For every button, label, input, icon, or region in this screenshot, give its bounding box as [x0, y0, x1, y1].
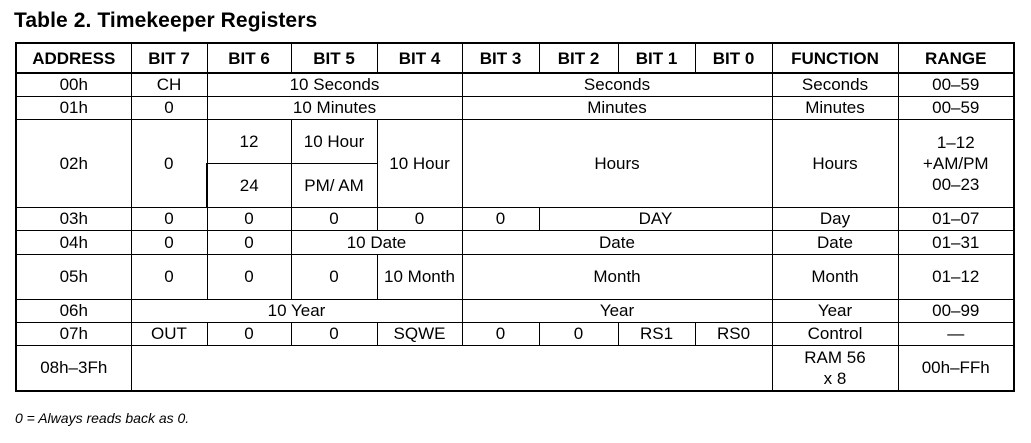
bit4-cell: 10 Month	[377, 254, 462, 299]
bits5-4-cell: 10 Date	[291, 230, 462, 254]
table-row	[16, 119, 1014, 163]
address-cell: 05h	[16, 254, 131, 299]
bit1-cell: RS1	[618, 322, 695, 345]
range-cell: 00–59	[898, 96, 1014, 119]
bits3-0-cell: Month	[462, 254, 772, 299]
table-row	[16, 73, 1014, 96]
header-row	[16, 43, 1014, 73]
table-title: Table 2. Timekeeper Registers	[14, 9, 318, 32]
table-row	[16, 254, 1014, 299]
bits3-0-cell: Seconds	[462, 73, 772, 96]
table-row	[16, 345, 1014, 391]
bits6-4-cell: 10 Minutes	[207, 96, 462, 119]
range-line-ampm: +AM/PM	[922, 153, 989, 173]
bits3-0-cell: Hours	[462, 119, 772, 207]
bits2-0-cell: DAY	[539, 207, 772, 230]
bits6-4-cell: 10 Seconds	[207, 73, 462, 96]
bit4-cell: 0	[377, 207, 462, 230]
bit5-cell: 0	[291, 207, 377, 230]
range-cell: 01–12	[898, 254, 1014, 299]
bits3-0-cell: Minutes	[462, 96, 772, 119]
address-cell: 03h	[16, 207, 131, 230]
header-bit0: BIT 0	[695, 43, 772, 73]
function-cell: Hours	[772, 119, 898, 207]
header-bit4: BIT 4	[377, 43, 462, 73]
table-row	[16, 207, 1014, 230]
range-cell: 00h–FFh	[898, 345, 1014, 391]
range-cell: 01–31	[898, 230, 1014, 254]
bit5-cell: 10 Hour	[291, 119, 377, 163]
header-bit1: BIT 1	[618, 43, 695, 73]
bit5-cell: 0	[291, 254, 377, 299]
function-cell: Minutes	[772, 96, 898, 119]
range-cell	[898, 119, 1014, 207]
bit2-cell: 0	[539, 322, 618, 345]
address-cell: 08h–3Fh	[16, 345, 131, 391]
bit4-cell: 10 Hour	[377, 119, 462, 207]
bits7-4-cell: 10 Year	[131, 299, 462, 322]
bits3-0-cell: Date	[462, 230, 772, 254]
bit5-cell: PM/ AM	[291, 163, 377, 207]
function-cell: Control	[772, 322, 898, 345]
address-cell: 00h	[16, 73, 131, 96]
header-address: ADDRESS	[16, 43, 131, 73]
bit5-cell: 0	[291, 322, 377, 345]
bit7-cell: 0	[131, 207, 207, 230]
header-bit7: BIT 7	[131, 43, 207, 73]
function-cell: Month	[772, 254, 898, 299]
range-cell: 01–07	[898, 207, 1014, 230]
function-cell: Seconds	[772, 73, 898, 96]
range-cell: —	[898, 322, 1014, 345]
address-cell: 01h	[16, 96, 131, 119]
address-cell: 07h	[16, 322, 131, 345]
bit6-cell: 0	[207, 230, 291, 254]
bit6-cell: 0	[207, 322, 291, 345]
function-cell	[772, 345, 898, 391]
range-line-12h: 1–12	[936, 132, 975, 152]
header-bit6: BIT 6	[207, 43, 291, 73]
table-row	[16, 299, 1014, 322]
bit0-cell: RS0	[695, 322, 772, 345]
function-cell: Day	[772, 207, 898, 230]
footnote: 0 = Always reads back as 0.	[15, 410, 190, 426]
range-cell: 00–59	[898, 73, 1014, 96]
table-row	[16, 230, 1014, 254]
table-row	[16, 96, 1014, 119]
address-cell: 06h	[16, 299, 131, 322]
address-cell: 02h	[16, 119, 131, 207]
bit3-cell: 0	[462, 322, 539, 345]
bit3-cell: 0	[462, 207, 539, 230]
header-function: FUNCTION	[772, 43, 898, 73]
header-bit5: BIT 5	[291, 43, 377, 73]
table-row	[16, 322, 1014, 345]
timekeeper-registers-table	[15, 42, 1015, 392]
bits3-0-cell: Year	[462, 299, 772, 322]
bit6-cell: 0	[207, 254, 291, 299]
bit4-cell: SQWE	[377, 322, 462, 345]
bit7-cell: 0	[131, 230, 207, 254]
header-bit2: BIT 2	[539, 43, 618, 73]
range-line-24h: 00–23	[932, 174, 980, 194]
function-cell: Date	[772, 230, 898, 254]
ram-function-text: RAM 56 x 8	[804, 347, 866, 388]
function-cell: Year	[772, 299, 898, 322]
bit7-cell: CH	[131, 73, 207, 96]
address-cell: 04h	[16, 230, 131, 254]
header-range: RANGE	[898, 43, 1014, 73]
bit7-cell: OUT	[131, 322, 207, 345]
bit7-cell: 0	[131, 254, 207, 299]
range-cell: 00–99	[898, 299, 1014, 322]
bit6-cell: 0	[207, 207, 291, 230]
bit6-cell: 12	[207, 119, 291, 163]
ram-bits-cell	[131, 345, 772, 391]
bit7-cell: 0	[131, 96, 207, 119]
bit7-cell: 0	[131, 119, 207, 207]
header-bit3: BIT 3	[462, 43, 539, 73]
bit6-cell: 24	[207, 163, 291, 207]
